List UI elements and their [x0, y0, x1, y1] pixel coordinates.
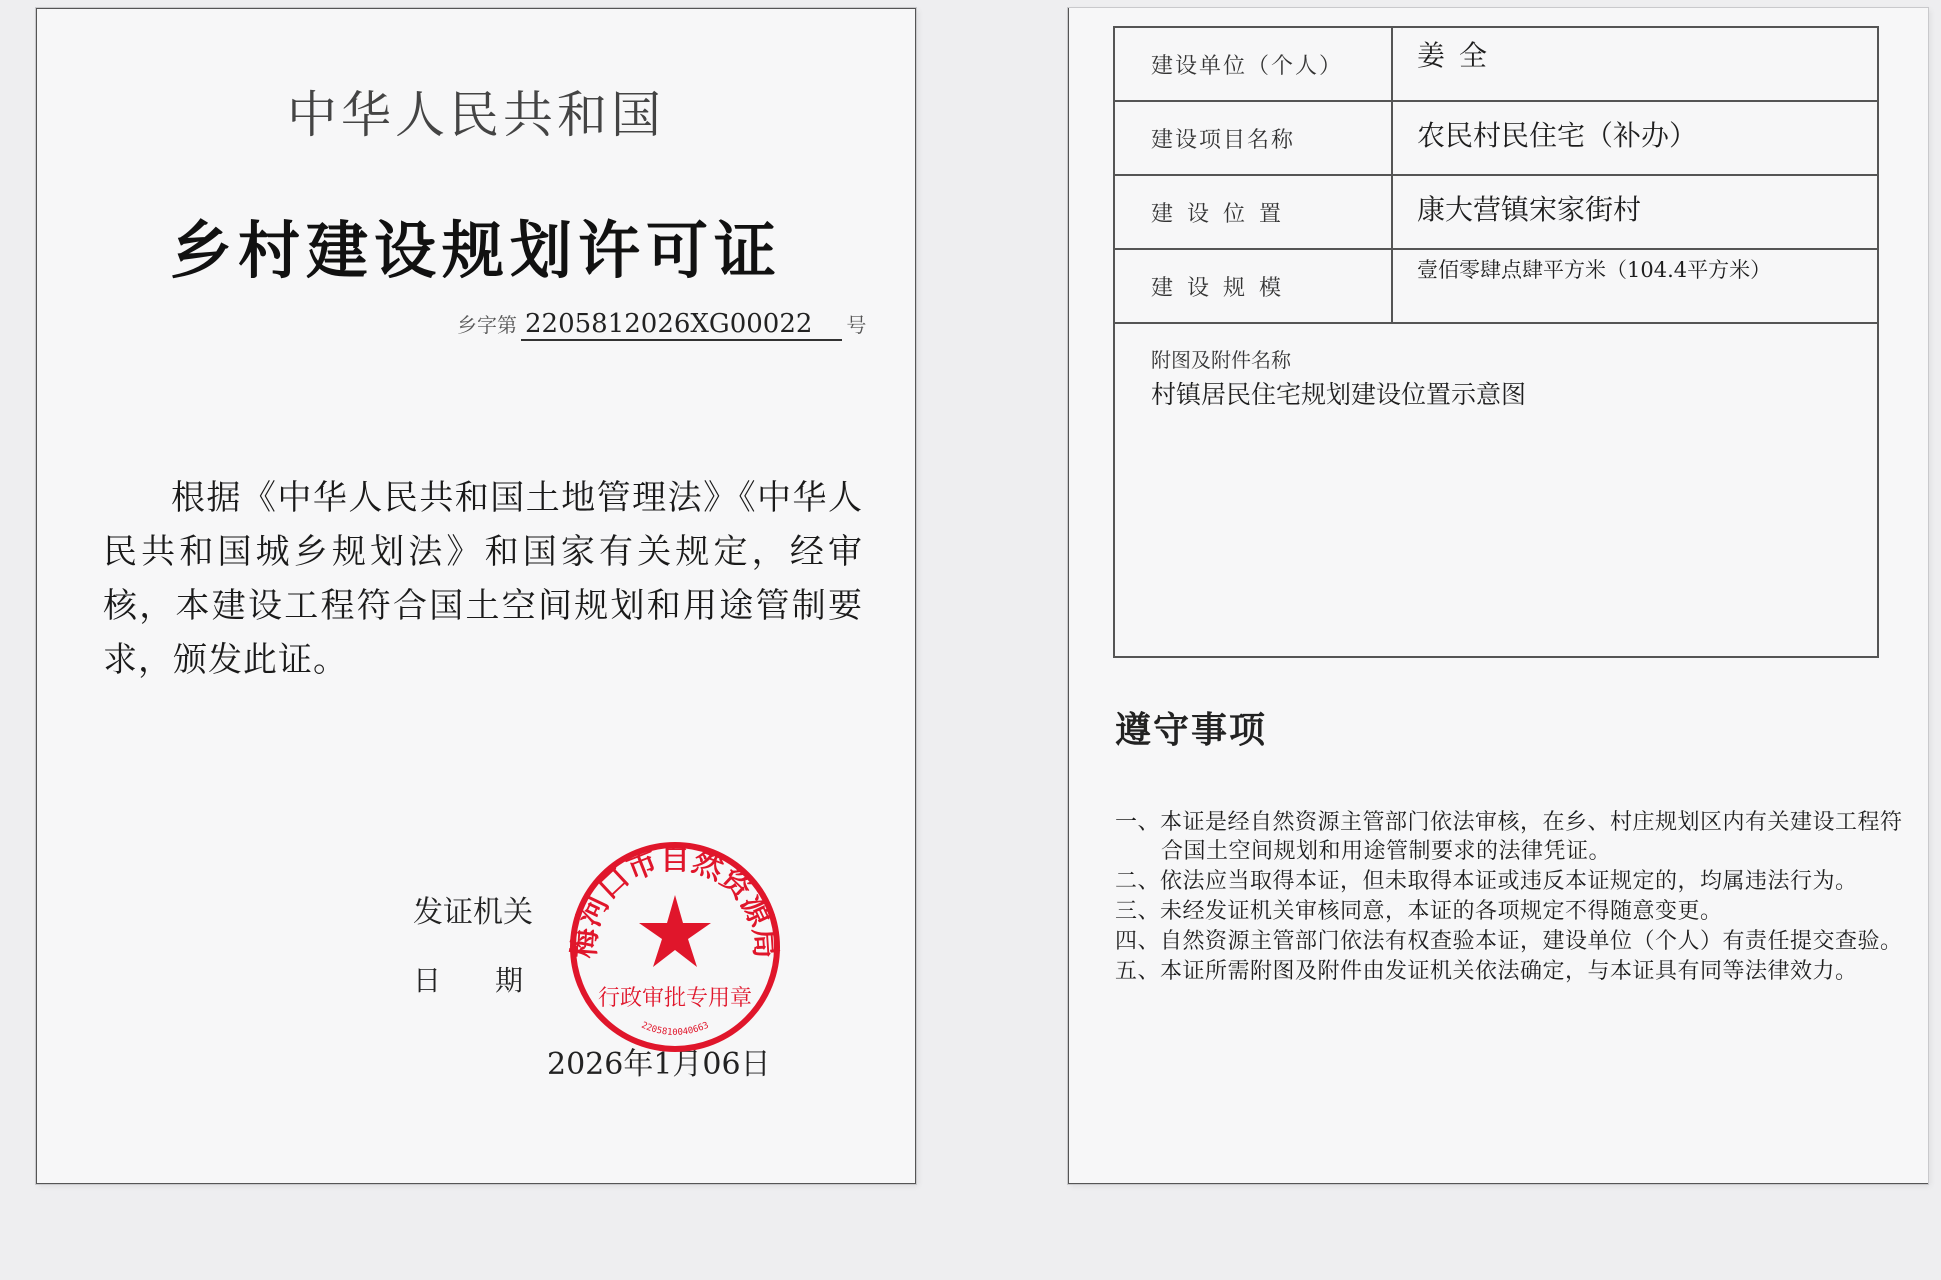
list-item: 一、本证是经自然资源主管部门依法审核，在乡、村庄规划区内有关建设工程符合国土空间规划和用途管制要求的法律凭证。: [1115, 810, 1903, 864]
permit-suffix: 号: [846, 313, 867, 337]
issue-date: 2026年1月06日: [547, 1047, 771, 1082]
scale-label: 建设规模: [1114, 249, 1392, 323]
table-row: [1114, 249, 1878, 323]
issuer-label: 发证机关: [413, 895, 533, 930]
permit-prefix: 乡字第: [457, 313, 517, 337]
list-item: 四、自然资源主管部门依法有权查验本证，建设单位（个人）有责任提交查验。: [1115, 929, 1903, 954]
table-row: [1114, 27, 1878, 101]
project-value: 农民村民住宅（补办）: [1392, 101, 1878, 175]
seal-outer-text: 梅河口市自然资源局: [567, 842, 783, 960]
table-row: [1114, 175, 1878, 249]
country-heading: 中华人民共和国: [287, 86, 665, 144]
list-item: 二、依法应当取得本证，但未取得本证或违反本证规定的，均属违法行为。: [1115, 869, 1858, 894]
date-label: 日期: [413, 964, 578, 997]
unit-value: 姜全: [1392, 27, 1878, 101]
location-value: 康大营镇宋家街村: [1392, 175, 1878, 249]
certificate-back-page: [1068, 8, 1928, 1184]
official-seal-stamp: [565, 837, 785, 1057]
attachment-cell: [1114, 323, 1878, 657]
project-label: 建设项目名称: [1114, 101, 1392, 175]
table-row: [1114, 101, 1878, 175]
certificate-body-text: 根据《中华人民共和国土地管理法》《中华人民共和国城乡规划法》和国家有关规定，经审核，本建设工程符合国土空间规划和用途管制要求，颁发此证。: [103, 478, 863, 680]
location-label: 建设位置: [1114, 175, 1392, 249]
certificate-front-page: [36, 8, 916, 1184]
attachment-value: 村镇居民住宅规划建设位置示意图: [1151, 380, 1527, 409]
certificate-title: 乡村建设规划许可证: [169, 214, 782, 287]
seal-number: 2205810040663: [639, 1020, 711, 1038]
permit-number-line: [457, 309, 866, 341]
unit-label: 建设单位（个人）: [1114, 27, 1392, 101]
permit-number: 2205812026XG00022: [521, 309, 842, 341]
project-info-table: [1113, 26, 1879, 658]
table-row: [1114, 323, 1878, 657]
attachment-label: 附图及附件名称: [1151, 348, 1291, 372]
seal-star-icon: [639, 895, 711, 967]
seal-inner-text: 行政审批专用章: [597, 986, 753, 1011]
list-item: 五、本证所需附图及附件由发证机关依法确定，与本证具有同等法律效力。: [1115, 959, 1858, 984]
rules-title: 遵守事项: [1115, 710, 1268, 751]
list-item: 三、未经发证机关审核同意，本证的各项规定不得随意变更。: [1115, 899, 1723, 924]
scale-value: 壹佰零肆点肆平方米（104.4平方米）: [1392, 249, 1878, 323]
rules-list: [1115, 808, 1905, 987]
